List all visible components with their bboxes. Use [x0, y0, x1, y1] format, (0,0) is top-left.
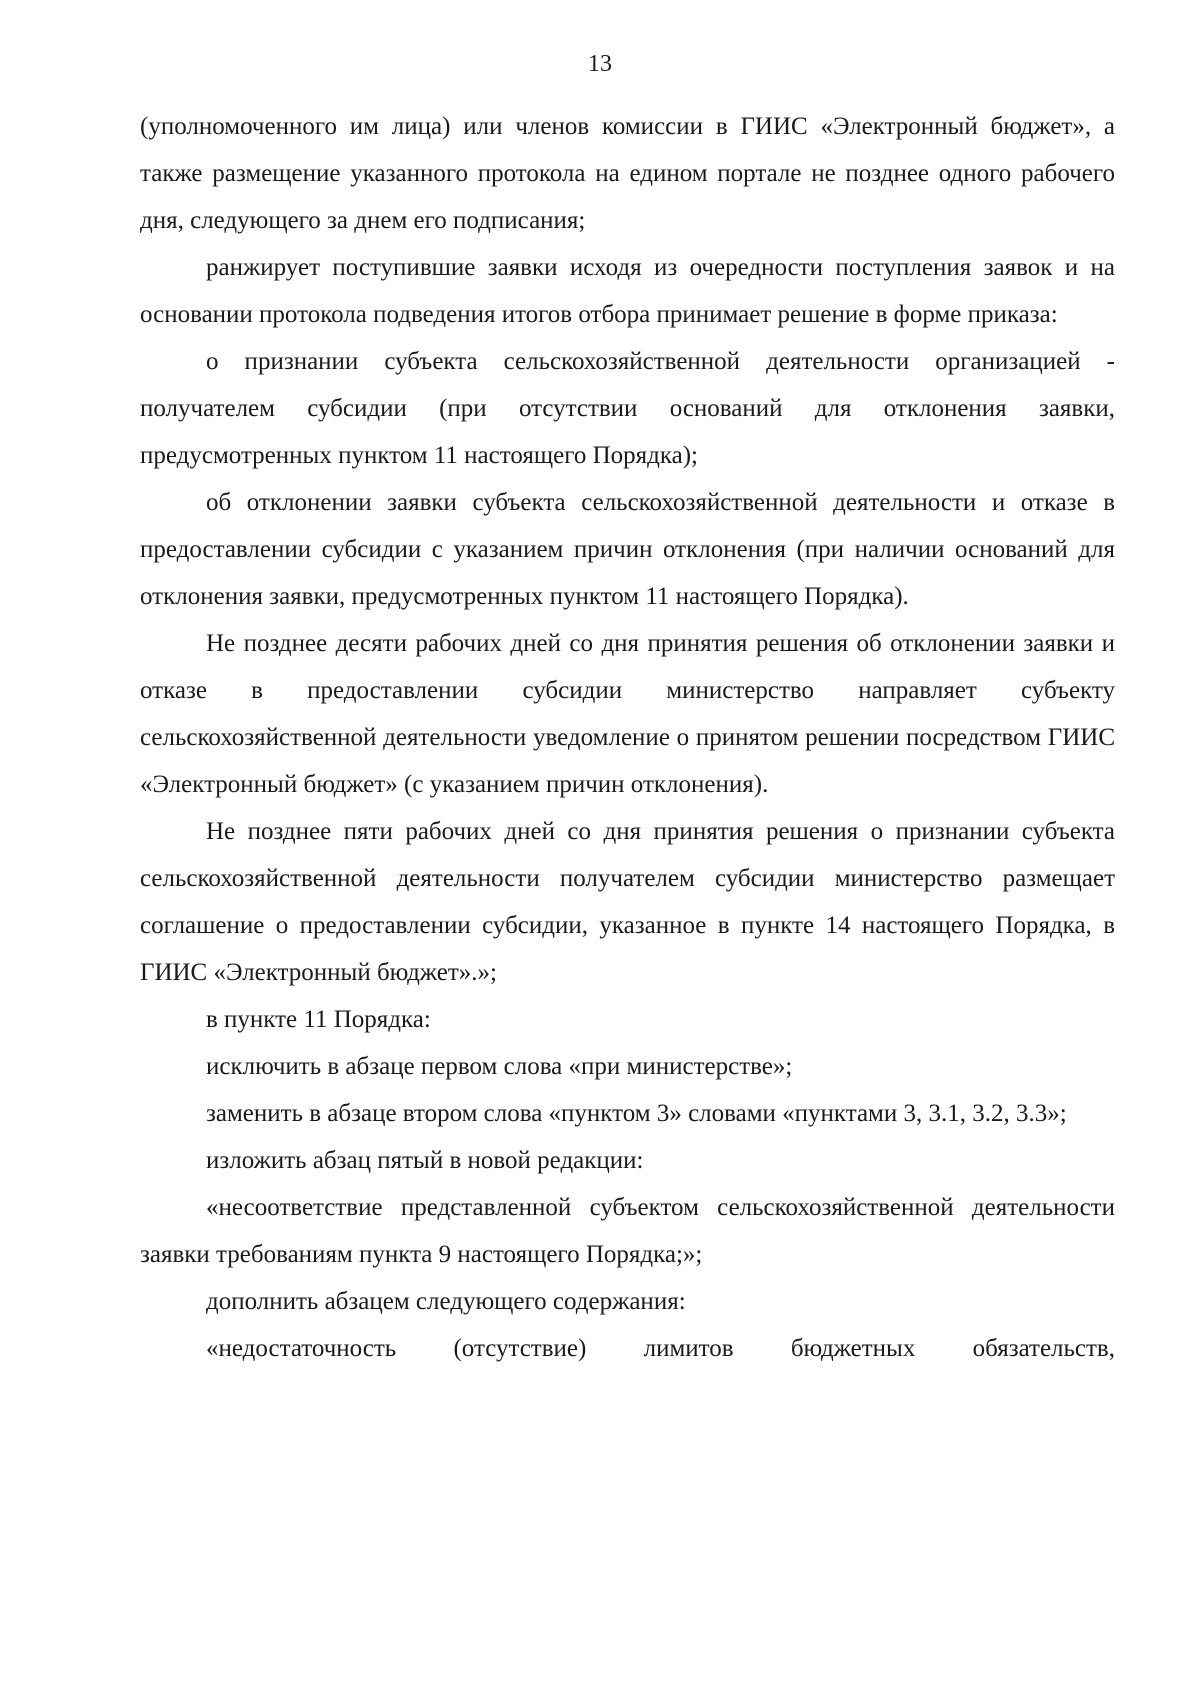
paragraph-insufficiency: «недостаточность (отсутствие) лимитов бюджетных обязательств, [206, 1335, 1115, 1362]
paragraph-new-edition: изложить абзац пятый в новой редакции: [206, 1147, 644, 1174]
paragraph-rejection: об отклонении заявки субъекта сельскохозяйственной деятельности и отказе в предоставлении субсидии с указанием причин отклонения (при наличии оснований для отклонения заявки, предусмотренных пунктом 11 настоящего Порядка). [140, 489, 1115, 610]
document-body [140, 103, 1115, 1372]
paragraph-continuation: (уполномоченного им лица) или членов комиссии в ГИИС «Электронный бюджет», а также размещение указанного протокола на едином портале не позднее одного рабочего дня, следующего за днем его подписания; [140, 113, 1115, 234]
paragraph-supplement: дополнить абзацем следующего содержания: [206, 1288, 686, 1315]
paragraph-replace: заменить в абзаце втором слова «пунктом 3» словами «пунктами 3, 3.1, 3.2, 3.3»; [206, 1100, 1067, 1127]
paragraph-rejection-notice: Не позднее десяти рабочих дней со дня принятия решения об отклонении заявки и отказе в предоставлении субсидии министерство направляет субъекту сельскохозяйственной деятельности уведомление о принятом решении посредством ГИИС «Электронный бюджет» (с указанием причин отклонения). [140, 630, 1115, 798]
paragraph-exclude: исключить в абзаце первом слова «при министерстве»; [206, 1053, 793, 1080]
paragraph-recognition: о признании субъекта сельскохозяйственной деятельности организацией - получателем субсидии (при отсутствии оснований для отклонения заявки, предусмотренных пунктом 11 настоящего Порядка); [140, 348, 1115, 469]
paragraph-agreement: Не позднее пяти рабочих дней со дня принятия решения о признании субъекта сельскохозяйственной деятельности получателем субсидии министерство размещает соглашение о предоставлении субсидии, указанное в пункте 14 настоящего Порядка, в ГИИС «Электронный бюджет».»; [140, 818, 1115, 986]
paragraph-nonconformity: «несоответствие представленной субъектом сельскохозяйственной деятельности заявки требованиям пункта 9 настоящего Порядка;»; [140, 1194, 1115, 1268]
page-number: 13 [588, 51, 612, 77]
paragraph-ranking: ранжирует поступившие заявки исходя из очередности поступления заявок и на основании протокола подведения итогов отбора принимает решение в форме приказа: [140, 254, 1115, 328]
paragraph-clause-11: в пункте 11 Порядка: [206, 1006, 431, 1033]
